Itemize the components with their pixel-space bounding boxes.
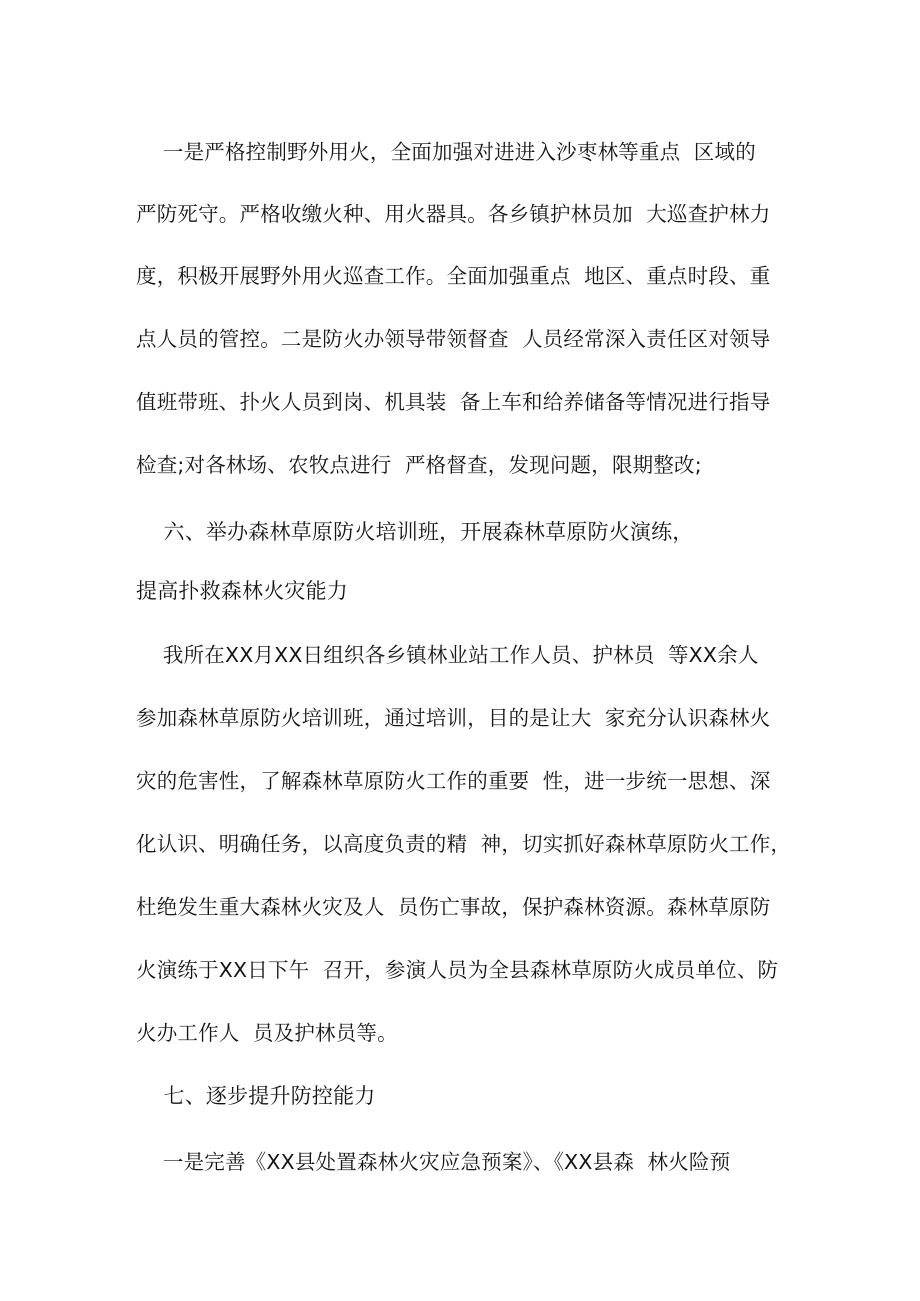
paragraph-1-line-5: 值班带班、扑火人员到岗、机具装 备上车和给养储备等情况进行指导 xyxy=(136,390,771,414)
section-6-heading-line-1: 六、举办森林草原防火培训班，开展森林草原防火演练， xyxy=(136,520,694,544)
paragraph-1-line-3: 度，积极开展野外用火巡查工作。全面加强重点 地区、重点时段、重 xyxy=(136,264,771,288)
paragraph-1-line-6: 检查;对各林场、农牧点进行 严格督查，发现问题，限期整改; xyxy=(136,453,702,477)
paragraph-1-line-1: 一是严格控制野外用火，全面加强对进进入沙枣林等重点 区域的 xyxy=(136,140,756,164)
paragraph-1-line-2: 严防死守。严格收缴火种、用火器具。各乡镇护林员加 大巡查护林力 xyxy=(136,202,771,226)
section-7-heading: 七、逐步提升防控能力 xyxy=(136,1084,376,1108)
paragraph-1-line-4: 点人员的管控。二是防火办领导带领督查 人员经常深入责任区对领导 xyxy=(136,327,771,351)
paragraph-3-line-1: 一是完善《XX县处置森林火灾应急预案》、《XX县森 林火险预 xyxy=(136,1150,731,1174)
paragraph-2-line-4: 化认识、明确任务，以高度负责的精 神，切实抓好森林草原防火工作， xyxy=(136,832,792,856)
paragraph-2-line-3: 灾的危害性，了解森林草原防火工作的重要 性，进一步统一思想、深 xyxy=(136,769,771,793)
paragraph-2-line-7: 火办工作人 员及护林员等。 xyxy=(136,1021,398,1045)
paragraph-2-line-1: 我所在XX月XX日组织各乡镇林业站工作人员、护林员 等XX余人 xyxy=(136,643,759,667)
paragraph-2-line-2: 参加森林草原防火培训班，通过培训，目的是让大 家充分认识森林火 xyxy=(136,706,771,730)
paragraph-2-line-6: 火演练于XX日下午 召开，参演人员为全县森林草原防火成员单位、防 xyxy=(136,958,779,982)
paragraph-2-line-5: 杜绝发生重大森林火灾及人 员伤亡事故，保护森林资源。森林草原防 xyxy=(136,895,771,919)
section-6-heading-line-2: 提高扑救森林火灾能力 xyxy=(136,579,348,603)
